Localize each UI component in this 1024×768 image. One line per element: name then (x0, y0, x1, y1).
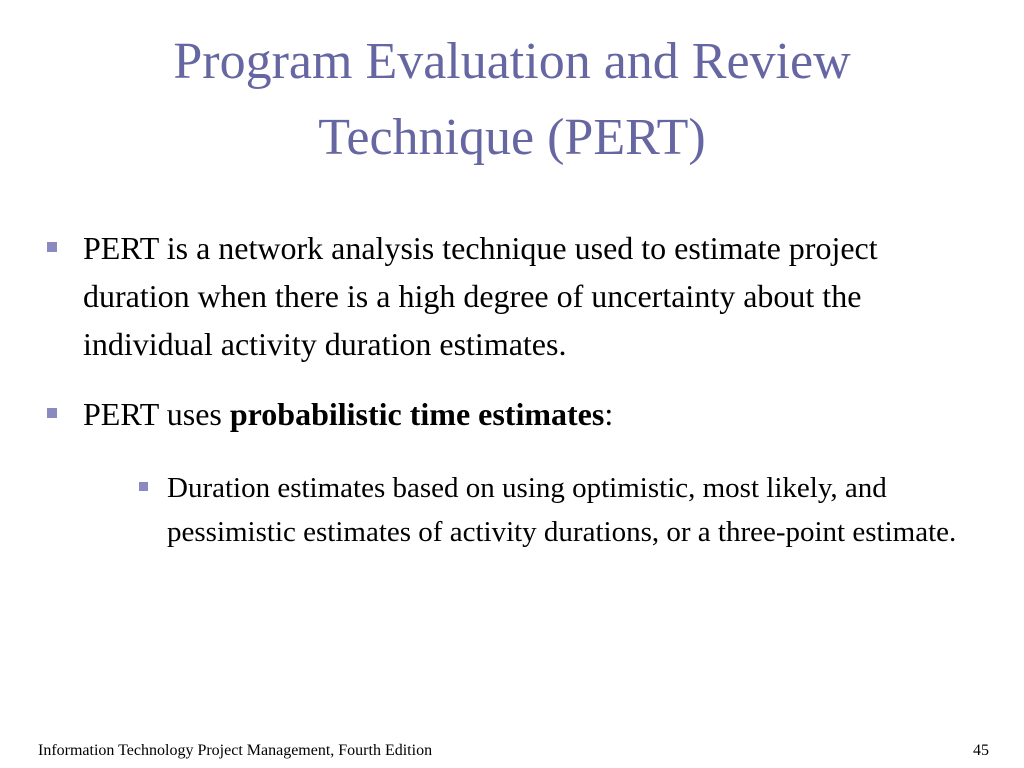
square-bullet-icon (47, 408, 57, 418)
bullet-text-2-emphasis: probabilistic time estimates (229, 396, 605, 432)
bullet-text-2-suffix: : (604, 396, 614, 432)
bullet-text-2-prefix: PERT uses (83, 396, 230, 432)
square-bullet-icon (47, 242, 57, 252)
bullet-item-2 (44, 390, 974, 554)
slide-title-line-1: Program Evaluation and Review (173, 33, 851, 90)
slide-body (44, 224, 974, 554)
bullet-text-1: PERT is a network analysis technique used to estimate project duration when there is a high degree of uncertainty about the individual activity duration estimates. (83, 230, 878, 362)
slide-title (60, 24, 964, 176)
footer-text: Information Technology Project Management, Fourth Edition (38, 742, 433, 759)
slide-title-line-2: Technique (PERT) (318, 109, 706, 166)
sub-bullet-text-1: Duration estimates based on using optimistic, most likely, and pessimistic estimates of activity durations, or a three-point estimate. (167, 472, 957, 548)
bullet-item-1 (44, 224, 974, 368)
page-number: 45 (973, 742, 989, 759)
square-bullet-icon (139, 482, 148, 491)
sub-bullet-item-1 (128, 466, 974, 554)
